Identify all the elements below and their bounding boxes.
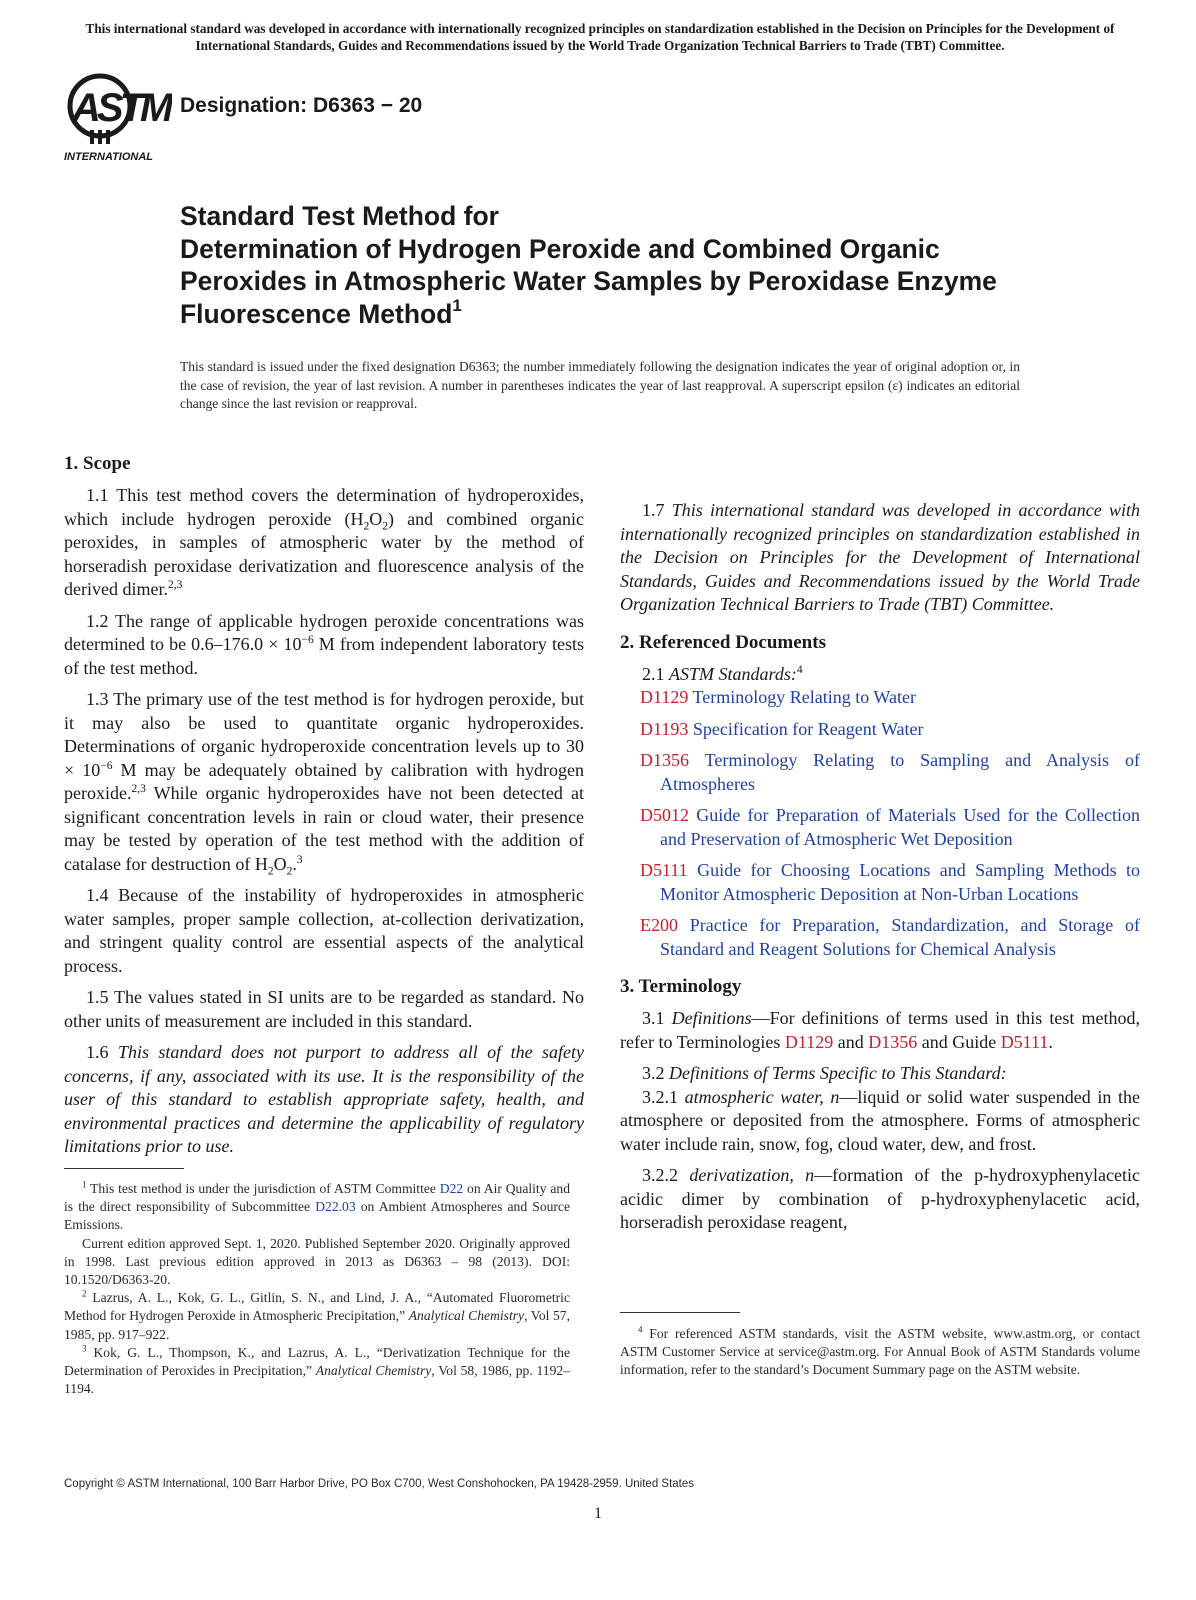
footnote-rule-left <box>64 1168 184 1169</box>
tbt-notice: This international standard was developed in accordance with internationally recognized principles on standardization established in the Decision on Principles for the Development of International Standards, Guides and Recommendations issued by the World Trade Organization Technical Barriers to Trade (TBT) Committee. <box>85 21 1115 53</box>
reference-code-link[interactable]: D1129 <box>640 687 689 707</box>
reference-title-link[interactable]: Terminology Relating to Sampling and Analysis of Atmospheres <box>660 750 1140 794</box>
footnote-1-edition: Current edition approved Sept. 1, 2020. Published September 2020. Originally approved in 1998. Last previous edition approved in 2013 as D6363 – 98 (2013). DOI: 10.1520/D6363-20. <box>64 1235 570 1288</box>
para-1-2: 1.2 The range of applicable hydrogen peroxide concentrations was determined to be $0.6-176.0 \times 10^{-6}$ M from independent laboratory tests of the test method. <box>64 610 585 678</box>
reference-list <box>620 686 1140 961</box>
issue-note: This standard is issued under the fixed designation D6363; the number immediately following the designation indicates the year of original adoption or, in the case of revision, the year of last revision. A number in parentheses indicates the year of last reapproval. A superscript epsilon (ε) indicates an editorial change since the last revision or reapproval. <box>180 359 1020 411</box>
footnote-4: $^4$ For referenced ASTM standards, visit the ASTM website, www.astm.org, or contact ASTM Customer Service at service@astm.org. For Annual Book of ASTM Standards volume information, refer to the standard’s Document Summary page on the ASTM website. <box>620 1324 1140 1378</box>
reference-code-link[interactable]: D1193 <box>640 718 689 739</box>
document-title <box>180 200 1060 330</box>
reference-code-link[interactable]: D5111 <box>640 860 688 880</box>
footnote-3: $^3$ Kok, G. L., Thompson, K., and Lazrus, A. L., “Derivatization Technique for the Determination of Peroxides in Precipitation,” Analytical Chemistry, Vol 58, 1986, pp. 1192–1194. <box>64 1343 570 1397</box>
reference-code-link[interactable]: E200 <box>640 915 678 935</box>
title-line-1: Standard Test Method for <box>180 201 499 231</box>
link-d1356[interactable]: D1356 <box>868 1031 918 1052</box>
reference-title-link[interactable]: Specification for Reagent Water <box>692 718 924 739</box>
para-2-1: 2.1 ASTM Standards:$^4$ <box>642 663 803 684</box>
footnote-1: $^1$ This test method is under the jurisdiction of ASTM Committee D22 on Air Quality and is the direct responsibility of Subcommittee D22.03 on Ambient Atmospheres and Source Emissions. <box>64 1179 571 1233</box>
section-scope-heading: 1. Scope <box>64 453 131 474</box>
svg-text:ASTM: ASTM <box>72 86 170 130</box>
astm-logo <box>62 72 172 164</box>
copyright: Copyright © ASTM International, 100 Barr Harbor Drive, PO Box C700, West Conshohocken, PA 19428-2959. United States <box>64 1478 695 1490</box>
para-3-1: 3.1 Definitions—For definitions of terms used in this test method, refer to Terminologies D1129 and D1356 and Guide D5111. <box>620 1008 1140 1052</box>
para-1-7: 1.7 This international standard was developed in accordance with internationally recognized principles on standardization established in the Decision on Principles for the Development of International Standards, Guides and Recommendations issued by the World Trade Organization Technical Barriers to Trade (TBT) Committee. <box>620 500 1140 614</box>
link-subcommittee-d2203[interactable]: D22.03 <box>315 1199 356 1215</box>
reference-title-link[interactable]: Practice for Preparation, Standardization, and Storage of Standard and Reagent Solutions for Chemical Analysis <box>660 915 1140 959</box>
logo-text: INTERNATIONAL <box>64 151 154 163</box>
reference-code-link[interactable]: D5012 <box>640 805 689 825</box>
footnote-rule-right <box>620 1312 740 1313</box>
title-footnote-mark: 1 <box>452 295 462 315</box>
para-3-2-2: 3.2.2 derivatization, n—formation of the p-hydroxyphenylacetic acidic dimer by combination of p-hydroxyphenylacetic acid, horseradish peroxidase reagent, <box>620 1165 1141 1232</box>
reference-code-link[interactable]: D1356 <box>640 750 689 770</box>
para-1-3: 1.3 The primary use of the test method is for hydrogen peroxide, but it may also be used to quantitate organic hydroperoxides. Determinations of organic hydroperoxide concentration levels up to $30 \times 10^{-6}$ M may be adequately obtained by calibration with hydrogen peroxide.$^{2,3}$ While organic hydroperoxides have not been detected at significant concentration levels in rain or cloud water, their presence may be tested by operation of the test method with the addition of catalase for destruction of $H_2O_2.^3$ <box>64 689 585 878</box>
footnotes-left <box>64 1180 570 1398</box>
link-d5111[interactable]: D5111 <box>1000 1031 1049 1052</box>
para-1-4: 1.4 Because of the instability of hydroperoxides in atmospheric water samples, proper sample collection, at-collection derivatization, and stringent quality control are essential aspects of the analytical process. <box>64 885 584 976</box>
designation: Designation: D6363 − 20 <box>180 94 423 117</box>
title-line-2: Determination of Hydrogen Peroxide and Combined Organic Peroxides in Atmospheric Water Samples by Peroxidase Enzyme Fluorescence Method <box>180 233 997 329</box>
reference-title-link[interactable]: Guide for Preparation of Materials Used for the Collection and Preservation of Atmospheric Wet Deposition <box>660 805 1141 849</box>
section-terminology-heading: 3. Terminology <box>620 976 742 997</box>
reference-item <box>620 718 1140 742</box>
link-d1129[interactable]: D1129 <box>784 1031 834 1052</box>
para-3-2: 3.2 Definitions of Terms Specific to This Standard: <box>642 1063 1007 1083</box>
para-1-5: 1.5 The values stated in SI units are to be regarded as standard. No other units of measurement are included in this standard. <box>64 987 584 1031</box>
reference-item <box>620 749 1140 796</box>
para-3-2-1: 3.2.1 atmospheric water, n—liquid or solid water suspended in the atmosphere or deposited from the atmosphere. Forms of atmospheric water include rain, snow, fog, cloud water, dew, and frost. <box>620 1086 1141 1154</box>
link-committee-d22[interactable]: D22 <box>439 1181 464 1196</box>
para-1-1: 1.1 This test method covers the determination of hydroperoxides, which include hydrogen peroxide $(H_2O_2)$ and combined organic peroxides, in samples of atmospheric water by the method of horseradish peroxidase derivatization and fluorescence analysis of the derived dimer.$^{2,3}$ <box>64 485 584 599</box>
reference-item <box>620 686 1140 710</box>
reference-title-link[interactable]: Guide for Choosing Locations and Sampling Methods to Monitor Atmospheric Deposition at Non-Urban Locations <box>660 860 1140 904</box>
footnote-2: $^2$ Lazrus, A. L., Kok, G. L., Gitlin, S. N., and Lind, J. A., “Automated Fluorometric Method for Hydrogen Peroxide in Atmospheric Precipitation,” Analytical Chemistry, Vol 57, 1985, pp. 917–922. <box>64 1288 570 1342</box>
page-number: 1 <box>594 1505 602 1522</box>
para-1-6: 1.6 This standard does not purport to address all of the safety concerns, if any, associated with its use. It is the responsibility of the user of this standard to establish appropriate safety, health, and environmental practices and determine the applicability of regulatory limitations prior to use. <box>64 1042 584 1156</box>
reference-title-link[interactable]: Terminology Relating to Water <box>692 687 916 707</box>
section-references-heading: 2. Referenced Documents <box>620 631 826 653</box>
left-column <box>64 452 584 1159</box>
reference-item <box>620 804 1140 851</box>
reference-item <box>620 859 1140 906</box>
reference-item <box>620 914 1140 961</box>
right-column <box>620 452 1140 1243</box>
